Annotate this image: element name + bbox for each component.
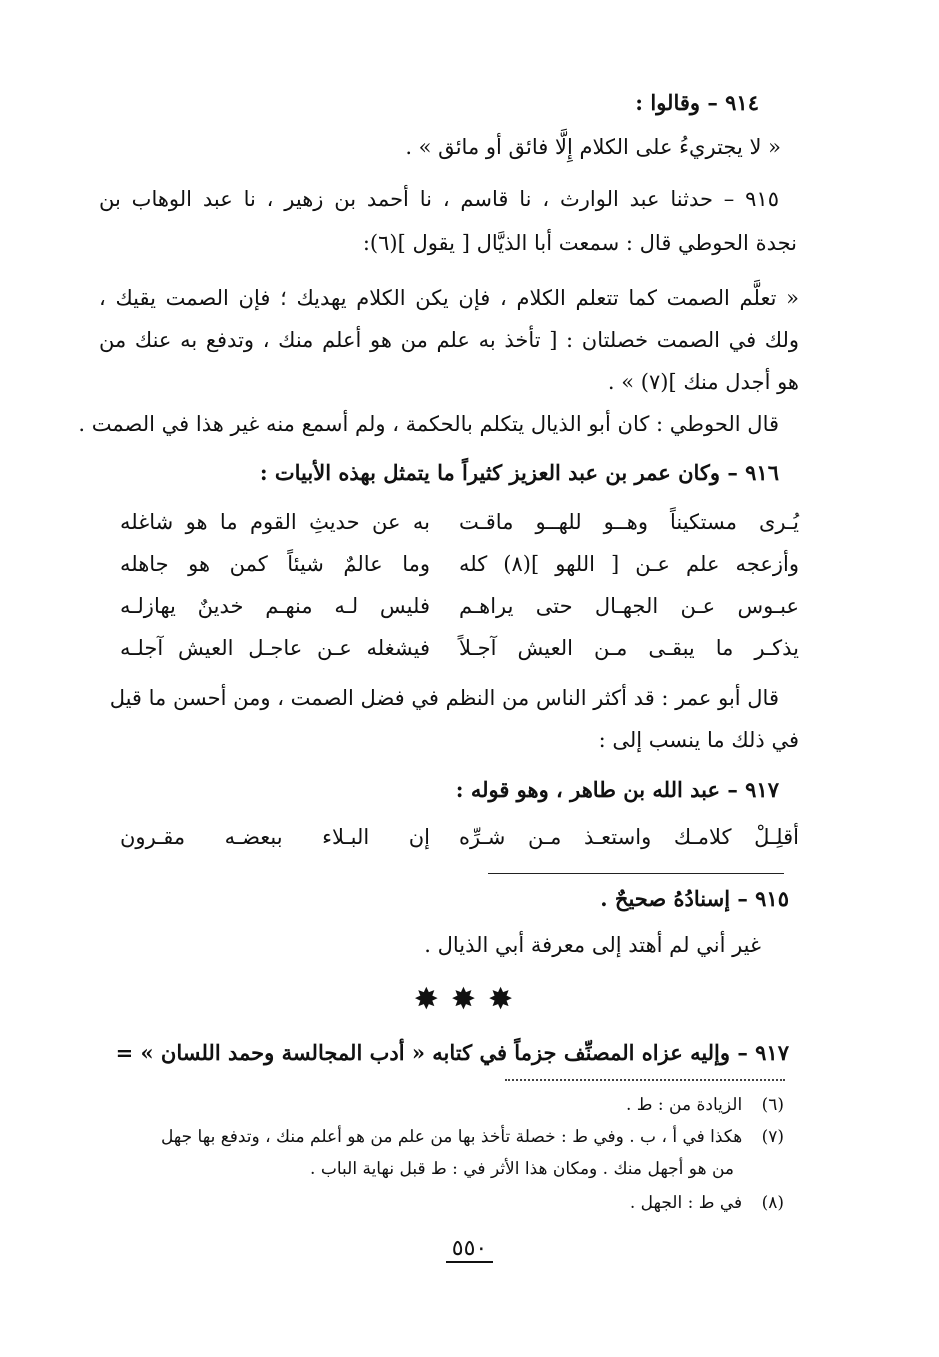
abu-omar-line-1: قال أبو عمر : قد أكثر الناس من النظم في فضل الصمت ، ومن أحسن ما قيل [109,686,779,710]
footnote-6 [626,1092,784,1118]
footnote-7-continued: من هو أجهل منك . ومكان هذا الأثر في : ط قبل نهاية الباب . [310,1159,734,1179]
verse-916-2-right: وأزعجه علم عـن [ اللهو ](٨) كله [459,552,800,576]
footnote-7 [161,1124,784,1150]
note-915-text: غير أني لم أهتد إلى معرفة أبي الذيال . [424,933,761,957]
note-915-title: ٩١٥ – إسنادُهُ صحيحٌ . [600,886,789,911]
page-number-value: ٥٥٠ [446,1236,493,1263]
quote-line-1: « تعلَّم الصمت كما تتعلم الكلام ، فإن يكن الكلام يهديك ؛ فإن الصمت يقيك ، [99,286,799,310]
footnote-7-number: (٧) [761,1127,784,1147]
abu-omar-line-2: في ذلك ما ينسب إلى : [598,728,799,752]
footnote-7-text: هكذا في أ ، ب . وفي ط : خصلة تأخذ بها من علم من هو أعلم منك ، وتدفع بها جهل [160,1127,743,1147]
footnote-6-text: الزيادة من : ط . [625,1095,743,1115]
verse-916-3-left: فليس لـه منهـم خدينٌ يهازلـه [120,594,430,618]
entry-915-line-2: نجدة الحوطي قال : سمعت أبا الذيَّال [ يقول ](٦): [362,231,797,255]
entry-916-heading: ٩١٦ – وكان عمر بن عبد العزيز كثيراً ما يتمثل بهذه الأبيات : [259,460,779,485]
verse-916-4-left: فيشغله عـن عاجـل العيش آجلـه [120,636,430,660]
footnote-separator [505,1079,785,1081]
footnote-6-number: (٦) [761,1095,784,1115]
section-divider [488,873,784,874]
quote-line-3: هو أجدل منك ](٧) » . [607,370,799,394]
verse-916-4-right: يذكـر ما يبقـى مـن العيش آجـلاً [459,636,799,660]
verse-917-left: إن البـلاء ببعضـه مقـرون [120,825,430,849]
page-number [0,1236,939,1261]
note-917: ٩١٧ – وإليه عزاه المصنِّف جزماً في كتابه « أدب المجالسة وحمد اللسان » = [115,1040,789,1065]
entry-914-quote: « لا يجتريءُ على الكلام إِلَّا فائق أو مائق » . [405,135,781,159]
verse-917-right: أقلِـلْ كلامـك واستعـذ مـن شـرِّه [459,825,799,849]
verse-916-1-left: به عن حديثِ القوم ما هو شاغله [120,510,430,534]
hawti-remark: قال الحوطي : كان أبو الذيال يتكلم بالحكمة ، ولم أسمع منه غير هذا في الصمت . [78,412,779,436]
entry-914-heading: ٩١٤ – وقالوا : [635,90,759,115]
entry-917-heading: ٩١٧ – عبد الله بن طاهر ، وهو قوله : [455,777,779,802]
stars-ornament: ✸✸✸ [413,982,526,1017]
verse-916-2-left: وما عالمٌ شيئاً كمن هو جاهله [120,552,430,576]
verse-916-3-right: عبـوس عـن الجهـال حتى يراهـم [459,594,799,618]
entry-915-line-1: ٩١٥ – حدثنا عبد الوارث ، نا قاسم ، نا أحمد بن زهير ، نا عبد الوهاب بن [99,187,779,211]
footnote-8-text: في ط : الجهل . [629,1193,743,1213]
footnote-8 [630,1190,784,1216]
footnote-8-number: (٨) [761,1193,784,1213]
quote-line-2: ولك في الصمت خصلتان : [ تأخذ به علم من هو أعلم منك ، وتدفع به عنك من [99,328,799,352]
verse-916-1-right: يُـرى مستكيناً وهــو للهــو ماقـت [459,510,799,534]
